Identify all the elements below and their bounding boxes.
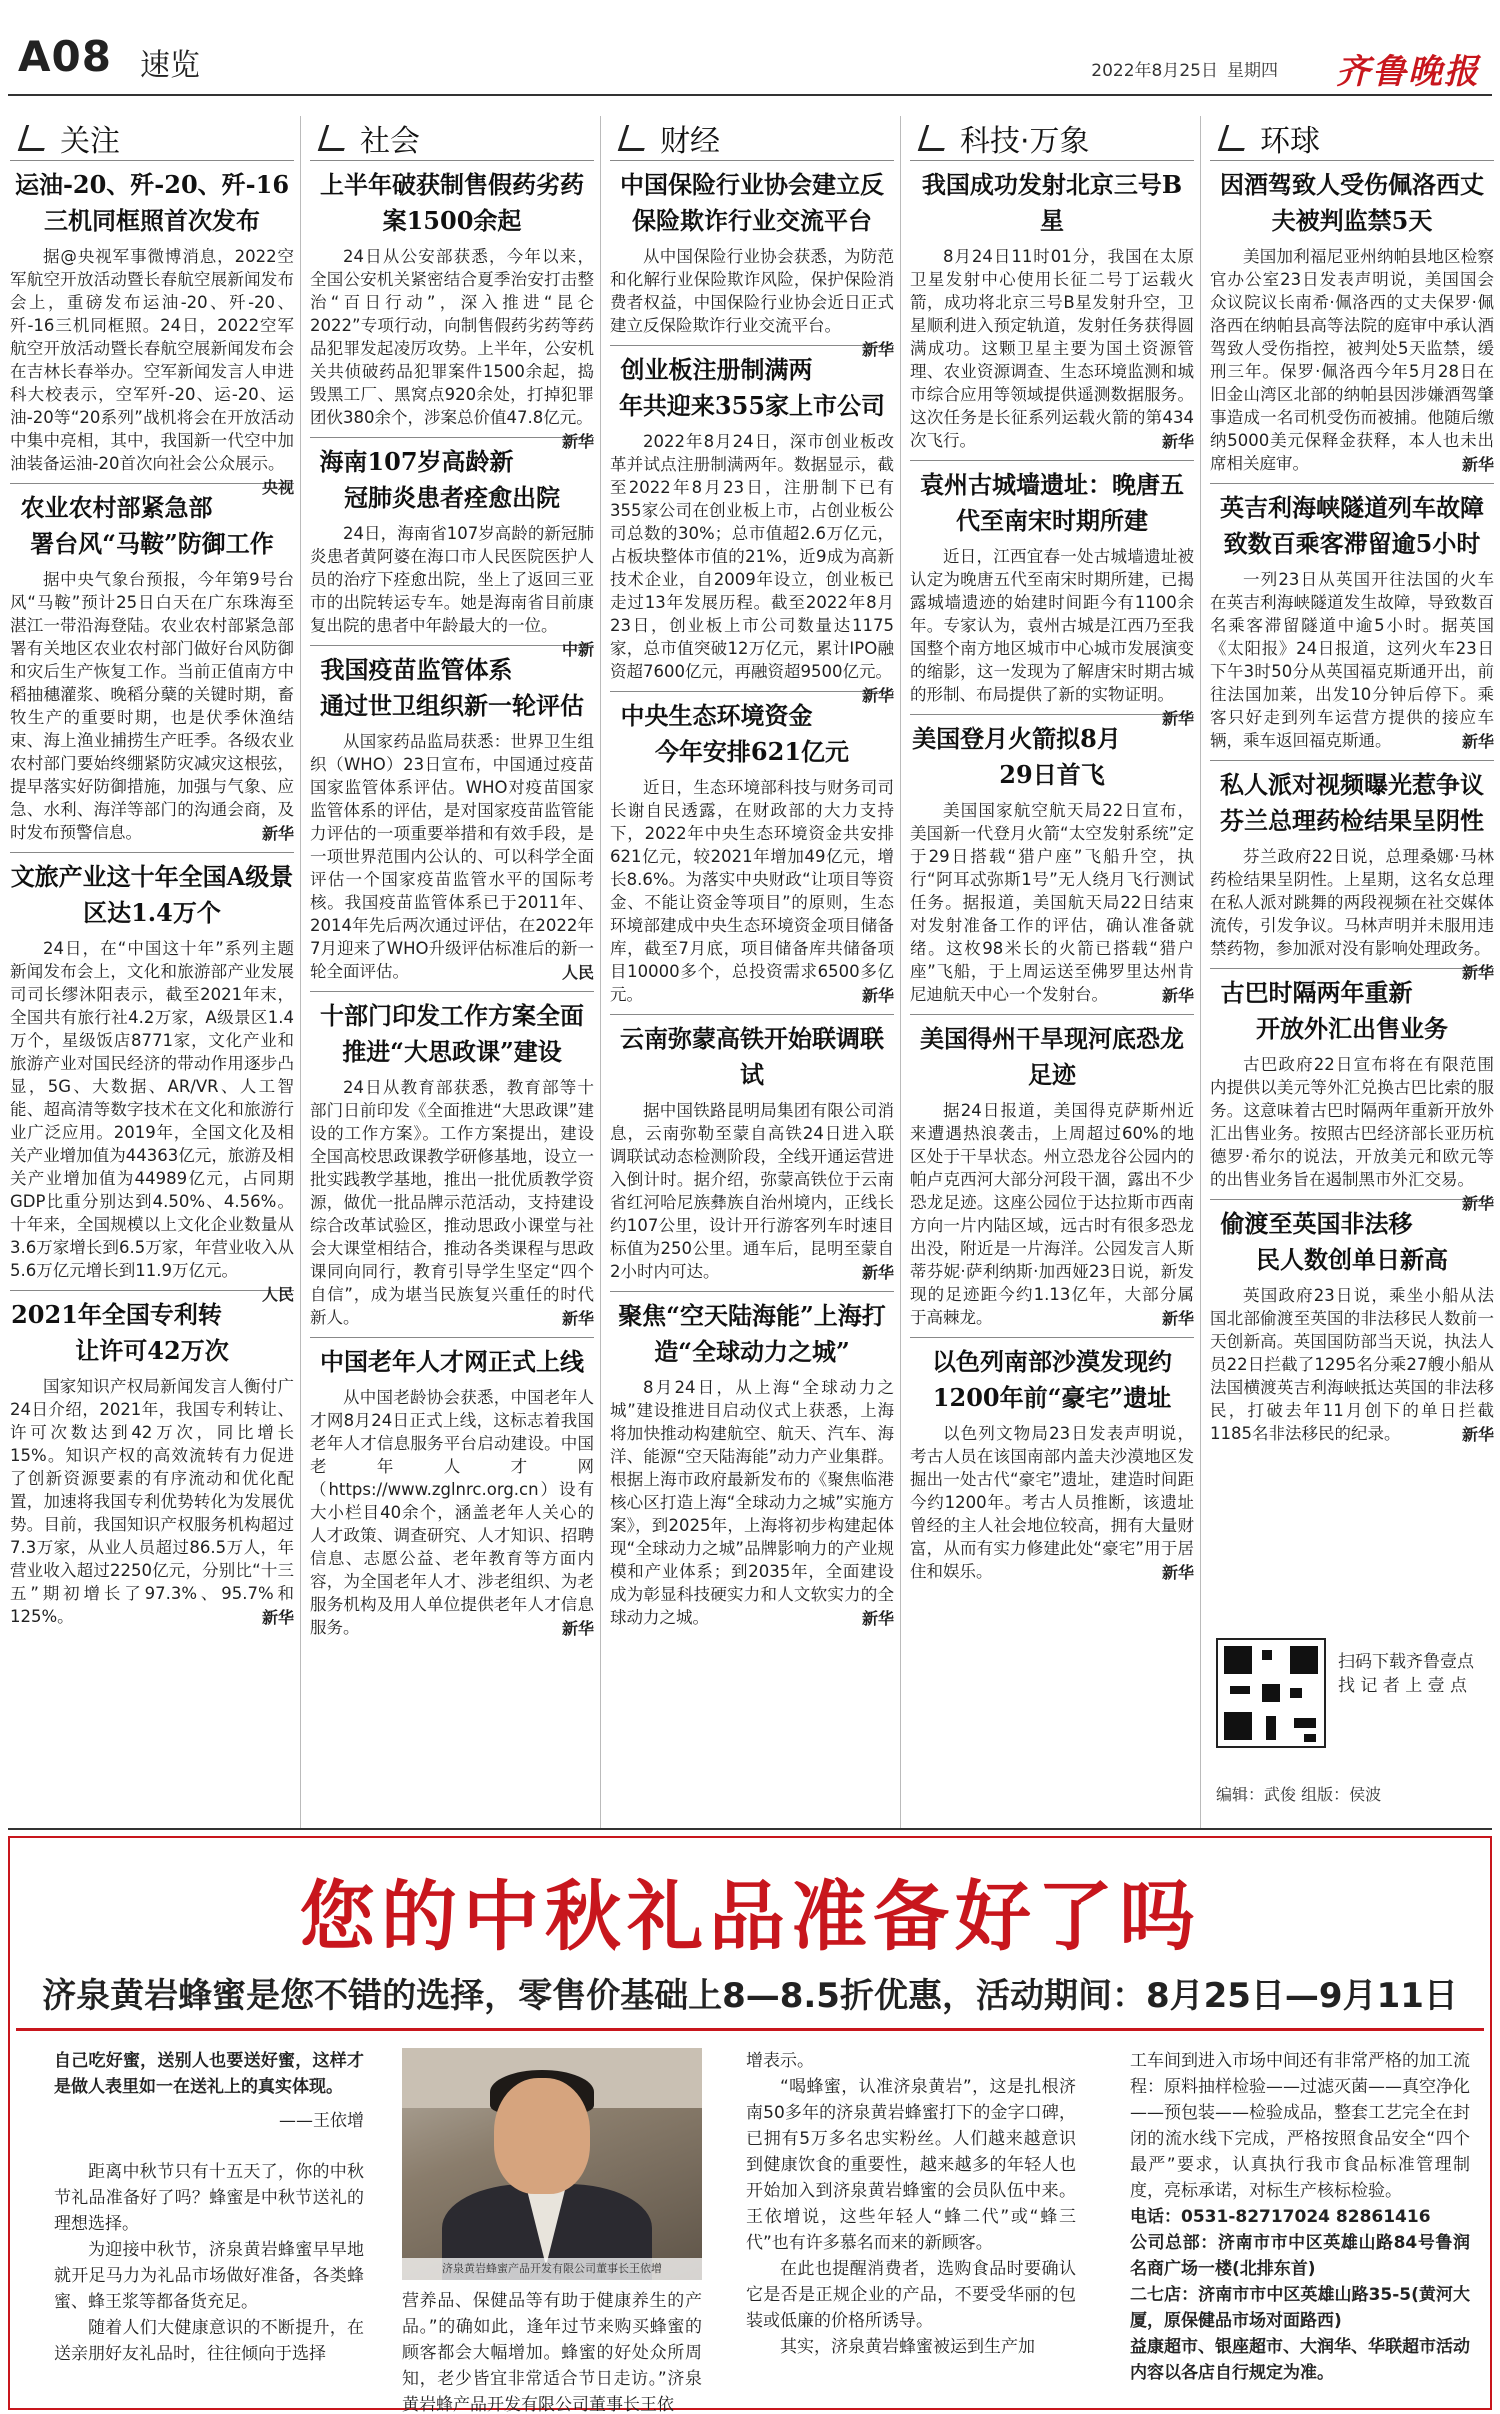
column-shehui bbox=[310, 116, 594, 1828]
article-body: 8月24日11时01分，我国在太原卫星发射中心使用长征二号丁运载火箭，成功将北京三号B星发射升空，卫星顺利进入预定轨道，发射任务获得圆满成功。这颗卫星主要为国土资源管理、农业资源调查、生态环境监测和城市综合应用等领域提供遥测数据服务。这次任务是长征系列运载火箭的第434次飞行。 新华 bbox=[910, 247, 1194, 451]
article-headline: 十部门印发工作方案全面推进“大思政课”建设 bbox=[320, 1001, 584, 1066]
ad-paragraph: 增表示。 bbox=[746, 2051, 814, 2071]
news-article bbox=[910, 460, 1194, 728]
article-body: 24日从公安部获悉，今年以来，全国公安机关紧密结合夏季治安打击整治“百日行动”，深入推进“昆仑2022”专项行动，向制售假药劣药等药品犯罪发起凌厉攻势。上半年，公安机关共侦破药品犯罪案件1500余起，捣毁黑工厂、黑窝点920余处，打掉犯罪团伙380余个，涉案总价值47.8亿元。 新华 bbox=[310, 247, 594, 451]
article-source: 新华 bbox=[561, 1619, 594, 1638]
article-source: 新华 bbox=[261, 824, 294, 843]
article-body: 国家知识产权局新闻发言人衡付广24日介绍，2021年，我国专利转让、许可次数达到42万次，同比增长15%。知识产权的高效流转有力促进了创新资源要素的有序流动和优化配置，加速将我国专利优势转化为发展优势。目前，我国知识产权服务机构超过7.3万家，从业人员超过86.5万人，年营业收入超过2250亿元，分别比“十三五”期初增长了97.3%、95.7%和125%。 新华 bbox=[10, 1377, 294, 1627]
article-body: 据中央气象台预报，今年第9号台风“马鞍”预计25日白天在广东珠海至湛江一带沿海登陆。农业农村部紧急部署有关地区农业农村部门做好台风防御和灾后生产恢复工作。当前正值南方中稻抽穗灌浆、晚稻分蘖的关键时期，畜牧生产的重要时期，也是伏季休渔结束、海上渔业捕捞生产旺季。各级农业农村部门要始终绷紧防灾减灾这根弦，提早落实好防御措施，加强与气象、应急、水利、海洋等部门的沟通会商，及时发布预警信息。 新华 bbox=[10, 570, 294, 843]
section-mark-icon bbox=[918, 125, 952, 151]
column-divider bbox=[600, 116, 601, 1828]
article-headline: 海南107岁高龄新冠肺炎患者痊愈出院 bbox=[319, 447, 560, 512]
column-title: 社会 bbox=[310, 116, 594, 160]
news-article bbox=[910, 1337, 1194, 1591]
article-headline: 美国登月火箭拟8月29日首飞 bbox=[912, 724, 1121, 789]
article-body: 美国国家航空航天局22日宣布，美国新一代登月火箭“太空发射系统”定于29日搭载“猎户座”飞船升空，执行“阿耳忒弥斯1号”无人绕月飞行测试任务。据报道，美国航天局22日结束对发射准备工作的评估，确认准备就绪。这枚98米长的火箭已搭载“猎户座”飞船，于上周运送至佛罗里达州肯尼迪航天中心一个发射台。 新华 bbox=[910, 801, 1194, 1005]
article-source: 新华 bbox=[1461, 963, 1494, 982]
article-source: 央视 bbox=[261, 478, 294, 497]
article-body: 8月24日，从上海“全球动力之城”建设推进目启动仪式上获悉，上海将加快推动构建航空、航天、汽车、海洋、能源“空天陆海能”动力产业集群。根据上海市政府最新发布的《聚焦临港核心区打造上海“全球动力之城”实施方案》，到2025年，上海将初步构建起体现“全球动力之城”品牌影响力的产业规模和产业体系；到2035年，全面建设成为彰显科技硬实力和人文软实力的全球动力之城。 新华 bbox=[610, 1378, 894, 1628]
news-article bbox=[1210, 968, 1494, 1213]
article-source: 新华 bbox=[861, 1263, 894, 1282]
ad-column-2 bbox=[402, 2288, 702, 2414]
news-article bbox=[310, 645, 594, 991]
ad-quote-author: ——王依增 bbox=[279, 2111, 364, 2131]
news-article bbox=[1210, 483, 1494, 760]
newspaper-logo: 齐鲁晚报 bbox=[1336, 52, 1480, 92]
ad-column-1 bbox=[54, 2048, 364, 2367]
article-headline: 英吉利海峡隧道列车故障致数百乘客滞留逾5小时 bbox=[1220, 493, 1484, 558]
column-title: 科技·万象 bbox=[910, 116, 1194, 160]
issue-weekday: 星期四 bbox=[1227, 61, 1278, 81]
article-source: 新华 bbox=[1161, 432, 1194, 451]
ad-phone: 电话：0531-82717024 82861416 bbox=[1130, 2207, 1431, 2227]
article-body: 近日，生态环境部科技与财务司司长谢自民透露，在财政部的大力支持下，2022年中央生态环境资金共安排621亿元，较2021年增加49亿元，增长8.6%。为落实中央财政“让项目等资金、不能让资金等项目”的原则，生态环境部建成中央生态环境资金项目储备库，截至7月底，项目储备库共储备项目10000多个，总投资需求6500多亿元。 新华 bbox=[610, 778, 894, 1005]
article-body: 近日，江西宜春一处古城墙遗址被认定为晚唐五代至南宋时期所建，已揭露城墙遗迹的始建时间距今有1100余年。专家认为，袁州古城是江西乃至我国整个南方地区城市中心城市发展演变的缩影，这一发现为了解唐宋时期古城的形制、布局提供了新的实物证明。 新华 bbox=[910, 547, 1194, 728]
article-source: 新华 bbox=[1461, 1425, 1494, 1444]
news-article bbox=[310, 1337, 594, 1647]
section-mark-icon bbox=[618, 125, 652, 151]
ad-paragraph: 营养品、保健品等有助于健康养生的产品。”的确如此，逢年过节来购买蜂蜜的顾客都会大幅增加。蜂蜜的好处众所周知，老少皆宜非常适合节日走访。”济泉黄岩蜂产品开发有限公司董事长王依 bbox=[402, 2291, 702, 2414]
article-body: 从国家药品监局获悉：世界卫生组织（WHO）23日宣布，中国通过疫苗国家监管体系评估。WHO对疫苗国家监管体系的评估，是对国家疫苗监管能力评估的一项重要举措和有效手段，是一项世界范围内公认的、可以科学全面评估一个国家疫苗监管水平的国际考核。我国疫苗监管体系已于2011年、2014年先后两次通过评估，在2022年7月迎来了WHO升级评估标准后的新一轮全面评估。 人民 bbox=[310, 732, 594, 982]
article-headline: 中国保险行业协会建立反保险欺诈行业交流平台 bbox=[620, 170, 884, 235]
article-body: 古巴政府22日宣布将在有限范围内提供以美元等外汇兑换古巴比索的服务。这意味着古巴时隔两年重新开放外汇出售业务。按照古巴经济部长亚历杭德罗·希尔的说法，开放美元和欧元等的出售业务旨在遏制黑市外汇交易。 新华 bbox=[1210, 1055, 1494, 1213]
qr-promo bbox=[1206, 1632, 1490, 1822]
article-source: 新华 bbox=[261, 1608, 294, 1627]
qr-caption: 扫码下载齐鲁壹点 找 记 者 上 壹 点 bbox=[1338, 1652, 1474, 1696]
news-article bbox=[610, 1014, 894, 1291]
article-body: 芬兰政府22日说，总理桑娜·马林药检结果呈阴性。上星期，这名女总理在私人派对跳舞的两段视频在社交媒体流传，引发争议。马林声明并未服用违禁药物，参加派对没有影响处理政务。 新华 bbox=[1210, 847, 1494, 982]
article-body: 据@央视军事微博消息，2022空军航空开放活动暨长春航空展新闻发布会上，重磅发布运油-20、歼-20、歼-16三机同框照。24日，2022空军航空开放活动暨长春航空展新闻发布会在吉林长春举办。空军新闻发言人申进科大校表示，空军歼-20、运-20、运油-20等“20系列”战机将会在开放活动中集中亮相，其中，我国新一代空中加油装备运油-20首次向社会公众展示。 央视 bbox=[10, 247, 294, 497]
article-headline: 运油-20、歼-20、歼-16三机同框照首次发布 bbox=[14, 170, 290, 235]
news-article bbox=[610, 345, 894, 705]
ad-paragraph: 工车间到进入市场中间还有非常严格的加工流程：原料抽样检验——过滤灭菌——真空净化——预包装——检验成品，整套工艺完全在封闭的流水线下完成，严格按照食品安全“四个最严”要求，认真执行我市食品标准管理制度，亮标承诺，对标生产核标检验。 bbox=[1130, 2051, 1470, 2201]
column-divider bbox=[300, 116, 301, 1828]
qr-code-icon[interactable] bbox=[1216, 1638, 1326, 1748]
article-body: 美国加利福尼亚州纳帕县地区检察官办公室23日发表声明说，美国国会众议院议长南希·佩洛西的丈夫保罗·佩洛西在纳帕县高等法院的庭审中承认酒驾致人受伤指控，被判处5天监禁，缓刑三年。保罗·佩洛西今年5月28日在旧金山湾区北部的纳帕县因涉嫌酒驾肇事造成一名司机受伤而被捕。他随后缴纳5000美元保释金获释，本人也未出席相关庭审。 新华 bbox=[1210, 247, 1494, 474]
article-body: 从中国保险行业协会获悉，为防范和化解行业保险欺诈风险，保护保险消费者权益，中国保险行业协会近日正式建立反保险欺诈行业交流平台。 新华 bbox=[610, 247, 894, 359]
ad-quote: 自己吃好蜜，送别人也要送好蜜，这样才是做人表里如一在送礼上的真实体现。 bbox=[54, 2051, 364, 2097]
article-source: 新华 bbox=[561, 1309, 594, 1328]
news-article bbox=[610, 160, 894, 359]
article-source: 新华 bbox=[1461, 1194, 1494, 1213]
news-article bbox=[10, 1290, 294, 1636]
ad-column-3 bbox=[746, 2048, 1076, 2360]
chairman-photo bbox=[402, 2048, 702, 2280]
ad-paragraph: 其实，济泉黄岩蜂蜜被运到生产加 bbox=[780, 2337, 1035, 2357]
article-source: 新华 bbox=[861, 686, 894, 705]
section-mark-icon bbox=[318, 125, 352, 151]
news-article bbox=[310, 160, 594, 451]
column-title: 环球 bbox=[1210, 116, 1494, 160]
ad-paragraph: 在此也提醒消费者，选购食品时要确认它是否是正规企业的产品，不要受华丽的包装或低廉的价格所诱导。 bbox=[746, 2259, 1076, 2331]
news-article bbox=[910, 714, 1194, 1014]
article-body: 2022年8月24日，深市创业板改革并试点注册制满两年。数据显示，截至2022年8月23日，注册制下已有355家公司在创业板上市，占创业板公司总数的30%；总市值超2.6万亿元，占板块整体市值的21%，近9成为高新技术企业，自2009年设立，创业板已走过13年发展历程。截至2022年8月23日，创业板上市公司数量达1175家，总市值突破12万亿元，累计IPO融资超7600亿元，再融资超9500亿元。 新华 bbox=[610, 432, 894, 705]
news-article bbox=[10, 852, 294, 1304]
article-headline: 创业板注册制满两年共迎来355家上市公司 bbox=[618, 355, 886, 420]
article-body: 从中国老龄协会获悉，中国老年人才网8月24日正式上线，这标志着我国老年人才信息服务平台启动建设。中国老年人才网（https://www.zglnrc.org.cn）设有大小栏目40余个，涵盖老年人关心的人才政策、调查研究、人才知识、招聘信息、志愿公益、老年教育等方面内容，为全国老年人才、涉老组织、为老服务机构及用人单位提供老年人才信息服务。 新华 bbox=[310, 1388, 594, 1638]
ad-divider bbox=[16, 2028, 1484, 2031]
news-article bbox=[1210, 160, 1494, 483]
page-number: A08 bbox=[18, 32, 112, 81]
news-article bbox=[310, 437, 594, 659]
column-divider bbox=[1200, 116, 1201, 1828]
article-source: 新华 bbox=[861, 1609, 894, 1628]
article-headline: 偷渡至英国非法移民人数创单日新高 bbox=[1220, 1209, 1448, 1274]
article-body: 据中国铁路昆明局集团有限公司消息，云南弥勒至蒙自高铁24日进入联调联试动态检测阶段，全线开通运营进入倒计时。据介绍，弥蒙高铁位于云南省红河哈尼族彝族自治州境内，正线长约107公里，设计开行游客列车时速目标值为250公里。通车后，昆明至蒙自2小时内可达。 新华 bbox=[610, 1101, 894, 1282]
news-article bbox=[1210, 760, 1494, 982]
article-headline: 聚焦“空天陆海能”上海打造“全球动力之城” bbox=[618, 1301, 886, 1366]
article-source: 新华 bbox=[1161, 709, 1194, 728]
article-body: 24日从教育部获悉，教育部等十部门日前印发《全面推进“大思政课”建设的工作方案》。工作方案提出，建设全国高校思政课教学研修基地，设立一批实践教学基地，推出一批优质教学资源，做优一批品牌示范活动，支持建设综合改革试验区，推动思政小课堂与社会大课堂相结合，推动各类课程与思政课同向同行，教育引导学生坚定“四个自信”，成为堪当民族复兴重任的时代新人。 新华 bbox=[310, 1078, 594, 1328]
article-headline: 袁州古城墙遗址：晚唐五代至南宋时期所建 bbox=[920, 470, 1184, 535]
article-source: 人民 bbox=[561, 963, 594, 982]
article-source: 新华 bbox=[561, 432, 594, 451]
article-body: 以色列文物局23日发表声明说，考古人员在该国南部内盖夫沙漠地区发掘出一处古代“豪宅”遗址，建造时间距今约1200年。考古人员推断，该遗址曾经的主人社会地位较高，拥有大量财富，从而有实力修建此处“豪宅”用于居住和娱乐。 新华 bbox=[910, 1424, 1194, 1582]
ad-markets: 益康超市、银座超市、大润华、华联超市活动内容以各店自行规定为准。 bbox=[1130, 2337, 1470, 2383]
news-article bbox=[610, 691, 894, 1014]
article-headline: 中央生态环境资金今年安排621亿元 bbox=[620, 701, 850, 766]
article-body: 英国政府23日说，乘坐小船从法国北部偷渡至英国的非法移民人数前一天创新高。英国国防部当天说，执法人员22日拦截了1295名分乘27艘小船从法国横渡英吉利海峡抵达英国的非法移民，打破去年11月创下的单日拦截1185名非法移民的纪录。 新华 bbox=[1210, 1286, 1494, 1444]
news-article bbox=[910, 160, 1194, 460]
section-name: 速览 bbox=[140, 48, 200, 83]
article-body: 一列23日从英国开往法国的火车在英吉利海峡隧道发生故障，导致数百名乘客滞留隧道中逾5小时。据英国《太阳报》24日报道，这列火车23日下午3时50分从英国福克斯通开出，前往法国加莱，出发10分钟后停下。乘客只好走到列车运营方提供的接应车辆，乘车返回福克斯通。 新华 bbox=[1210, 570, 1494, 751]
article-body: 24日，在“中国这十年”系列主题新闻发布会上，文化和旅游部产业发展司司长缪沐阳表示，截至2021年末，全国共有旅行社4.2万家，A级景区1.4万个，星级饭店8771家，文化产业和旅游产业对国民经济的带动作用逐步凸显，5G、大数据、AR/VR、人工智能、超高清等数字技术在文化和旅游行业广泛应用。2019年，全国文化及相关产业增加值为44363亿元，旅游及相关产业增加值为44989亿元，占同期GDP比重分别达到4.50%、4.56%。十年来，全国规模以上文化企业数量从3.6万家增长到6.5万家，年营业收入从5.6万亿元增长到11.9万亿元。 人民 bbox=[10, 939, 294, 1304]
news-article bbox=[1210, 1199, 1494, 1453]
section-mark-icon bbox=[18, 125, 52, 151]
column-caijing bbox=[610, 116, 894, 1828]
article-headline: 上半年破获制售假药劣药案1500余起 bbox=[320, 170, 584, 235]
ad-paragraph: “喝蜂蜜，认准济泉黄岩”，这是扎根济南50多年的济泉黄岩蜂蜜打下的金字口碑，已拥有5万多名忠实粉丝。人们越来越意识到健康饮食的重要性，越来越多的年轻人也开始加入到济泉黄岩蜂蜜的会员队伍中来。王依增说，这些年轻人“蜂二代”或“蜂三代”也有许多慕名而来的新顾客。 bbox=[746, 2077, 1076, 2253]
news-article bbox=[10, 483, 294, 852]
news-article bbox=[310, 991, 594, 1337]
article-body: 24日，海南省107岁高龄的新冠肺炎患者黄阿婆在海口市人民医院医护人员的治疗下痊愈出院，坐上了返回三亚市的出院转运专车。她是海南省目前康复出院的患者中年龄最大的一位。 中新 bbox=[310, 524, 594, 659]
column-keji bbox=[910, 116, 1194, 1828]
ad-title: 您的中秋礼品准备好了吗 bbox=[299, 1872, 1201, 1961]
article-headline: 农业农村部紧急部署台风“马鞍”防御工作 bbox=[20, 493, 274, 558]
page-header bbox=[8, 0, 1492, 96]
ad-paragraph: 为迎接中秋节，济泉黄岩蜂蜜早早地就开足马力为礼品市场做好准备，各类蜂蜜、蜂王浆等都备货充足。 bbox=[54, 2240, 364, 2312]
article-source: 新华 bbox=[1461, 732, 1494, 751]
ad-paragraph: 随着人们大健康意识的不断提升，在送亲朋好友礼品时，往往倾向于选择 bbox=[54, 2318, 364, 2364]
article-headline: 私人派对视频曝光惹争议芬兰总理药检结果呈阴性 bbox=[1220, 770, 1484, 835]
article-source: 新华 bbox=[1161, 986, 1194, 1005]
editor-credit: 编辑：武俊 组版：侯波 bbox=[1216, 1785, 1382, 1804]
column-title: 财经 bbox=[610, 116, 894, 160]
news-article bbox=[610, 1291, 894, 1637]
article-source: 新华 bbox=[1161, 1563, 1194, 1582]
article-source: 新华 bbox=[861, 340, 894, 359]
column-divider bbox=[900, 116, 901, 1828]
article-source: 新华 bbox=[1461, 455, 1494, 474]
article-headline: 我国成功发射北京三号B星 bbox=[921, 170, 1183, 235]
section-mark-icon bbox=[1218, 125, 1252, 151]
article-source: 新华 bbox=[861, 986, 894, 1005]
news-article bbox=[10, 160, 294, 497]
article-source: 新华 bbox=[1161, 1309, 1194, 1328]
article-headline: 中国老年人才网正式上线 bbox=[320, 1347, 584, 1376]
column-title: 关注 bbox=[10, 116, 294, 160]
ad-column-4 bbox=[1130, 2048, 1470, 2386]
article-headline: 文旅产业这十年全国A级景区达1.4万个 bbox=[10, 862, 294, 927]
article-body: 据24日报道，美国得克萨斯州近来遭遇热浪袭击，上周超过60%的地区处于干旱状态。州立恐龙谷公园内的帕卢克西河大部分河段干涸，露出不少恐龙足迹。这座公园位于达拉斯市西南方向一片内陆区域，远古时有很多恐龙出没，附近是一片海洋。公园发言人斯蒂芬妮·萨利纳斯·加西娅23日说，新发现的足迹距今约1.13亿年，大部分属于高棘龙。 新华 bbox=[910, 1101, 1194, 1328]
article-headline: 以色列南部沙漠发现约1200年前“豪宅”遗址 bbox=[932, 1347, 1172, 1412]
article-headline: 古巴时隔两年重新开放外汇出售业务 bbox=[1220, 978, 1448, 1043]
column-guanzhu bbox=[10, 116, 294, 1828]
honey-advertisement bbox=[8, 1836, 1492, 2414]
section-divider bbox=[8, 1828, 1492, 1830]
article-headline: 美国得州干旱现河底恐龙足迹 bbox=[920, 1024, 1184, 1089]
ad-subtitle: 济泉黄岩蜂蜜是您不错的选择，零售价基础上8—8.5折优惠，活动期间：8月25日—9月11日 bbox=[42, 1976, 1458, 2016]
article-source: 人民 bbox=[261, 1285, 294, 1304]
ad-paragraph: 距离中秋节只有十五天了，你的中秋节礼品准备好了吗？蜂蜜是中秋节送礼的理想选择。 bbox=[54, 2162, 364, 2234]
issue-date: 2022年8月25日 bbox=[1091, 61, 1218, 81]
article-source: 中新 bbox=[561, 640, 594, 659]
article-headline: 因酒驾致人受伤佩洛西丈夫被判监禁5天 bbox=[1220, 170, 1484, 235]
article-headline: 云南弥蒙高铁开始联调联试 bbox=[620, 1024, 884, 1089]
column-huanqiu bbox=[1210, 116, 1494, 1628]
news-article bbox=[910, 1014, 1194, 1337]
ad-headquarters: 公司总部：济南市市中区英雄山路84号鲁润名商广场一楼(北排东首) bbox=[1130, 2233, 1470, 2279]
article-headline: 我国疫苗监管体系通过世卫组织新一轮评估 bbox=[320, 655, 584, 720]
article-headline: 2021年全国专利转让许可42万次 bbox=[11, 1300, 229, 1365]
ad-branch: 二七店：济南市市中区英雄山路35-5(黄河大厦，原保健品市场对面路西) bbox=[1130, 2285, 1470, 2331]
photo-caption: 济泉黄岩蜂蜜产品开发有限公司董事长王依增 bbox=[402, 2258, 702, 2280]
